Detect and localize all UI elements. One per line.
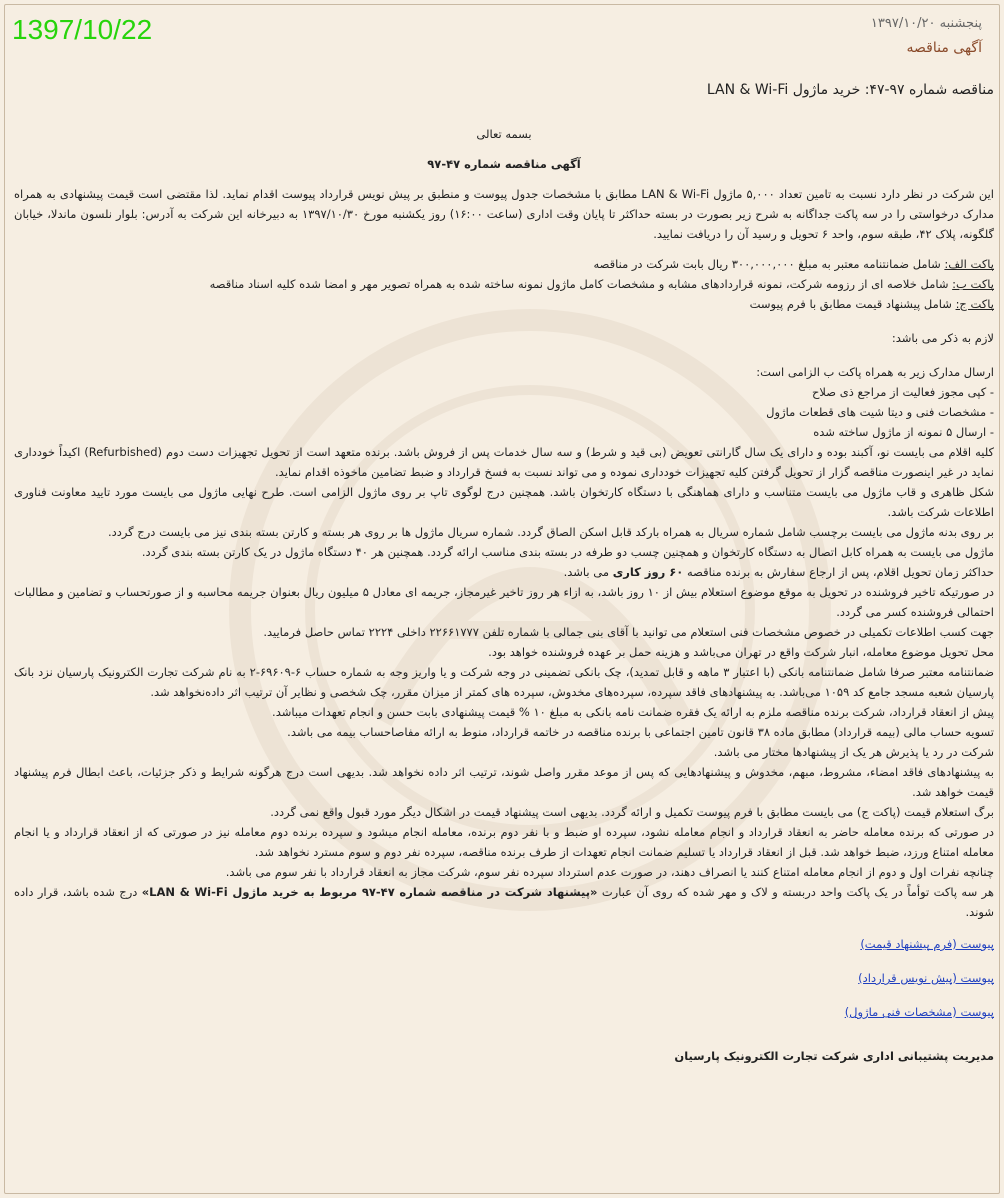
condition-paragraph: شکل ظاهری و قاب ماژول می بایست متناسب و دارای هماهنگی با دستگاه کارتخوان باشد. همچنین درج لوگوی تاپ بر روی ماژول الزامی است. طرح نهایی ماژول می بایست مورد تایید معاونت فناوری اطلاعات شرکت باشد. — [14, 485, 994, 519]
packet-label: پاکت ب: — [952, 277, 994, 291]
tender-subtitle: آگهی مناقصه شماره ۴۷-۹۷ — [427, 157, 581, 171]
final-text: هر سه پاکت توأماً در یک پاکت واحد دربسته و لاک و مهر شده که روی آن عبارت — [597, 885, 994, 899]
delivery-paragraph — [14, 562, 994, 582]
packet-item — [14, 274, 994, 294]
header — [871, 14, 982, 56]
condition-paragraph: در صورتیکه تاخیر فروشنده در تحویل به موقع موضوع استعلام بیش از ۱۰ روز باشد، به ازاء هر روز تاخیر غیرمجاز، جریمه ای معادل ۵ میلیون ریال بعنوان جریمه محاسبه و از صورتحساب و تضامین و مطالبات احتمالی فروشنده کسر می گردد. — [14, 585, 994, 619]
signature: مدیریت پشتیبانی اداری شرکت تجارت الکترونیک پارسیان — [674, 1049, 994, 1063]
condition-paragraph: در صورتی که برنده معامله حاضر به انعقاد قرارداد و انجام معامله نشود، سپرده او ضبط و با نفر دوم برنده، معامله انجام میشود و سپرده برنده دوم معامله نیز در صورتی که از انعقاد قرارداد و یا انجام معامله امتناع ورزد، ضبط خواهد شد. قبل از انعقاد قرارداد یا تسلیم ضمانت انجام تعهدات از طرف برنده مناقصه، سپرده نفر دوم و سوم مسترد نخواهد شد. — [14, 825, 994, 859]
condition-paragraph: ضمانتنامه معتبر صرفا شامل ضمانتنامه بانکی (با اعتبار ۳ ماهه و قابل تمدید)، چک بانکی تضمینی در وجه شرکت و یا واریز وجه به شماره حساب ۶-۶۹۶۰۹-۲ به نام شرکت تجارت الکترونیک پارسیان نزد بانک پارسیان شعبه مسجد جامع کد ۱۰۵۹ می‌باشد. به پیشنهادهای فاقد سپرده، سپرده‌های مخدوش، سپرده های کمتر از میزان مقرر، چک شخصی و نظایر آن ترتیب اثر داده‌نخواهد شد. — [14, 665, 994, 699]
post-date: پنجشنبه ۱۳۹۷/۱۰/۲۰ — [870, 16, 982, 31]
condition-paragraph: ماژول می بایست به همراه کابل اتصال به دستگاه کارتخوان و همچنین چسب دو طرفه در بسته بندی مناسب ارائه گردد. همچنین هر ۴۰ دستگاه ماژول در یک کارتن بسته بندی گردد. — [141, 545, 994, 559]
docs-heading: ارسال مدارک زیر به همراه پاکت ب الزامی است: — [756, 365, 994, 379]
category-label: آگهی مناقصه — [906, 40, 982, 56]
condition-paragraph: چنانچه نفرات اول و دوم از انجام معامله امتناع کنند یا انصراف دهند، در صورت عدم استرداد سپرده نفر سوم، شرکت مجاز به انعقاد قرارداد با نفر سوم می باشد. — [225, 865, 994, 879]
condition-paragraph: به پیشنهادهای فاقد امضاء، مشروط، مبهم، مخدوش و پیشنهادهایی که پس از موعد مقرر واصل شوند، ترتیب اثر داده نخواهد شد. بدیهی است درج هرگونه شرایط و ذکر جزئیات، باعث ابطال فرم پیشنهاد قیمت خواهد شد. — [14, 765, 994, 799]
final-paragraph — [14, 882, 994, 922]
packet-item — [14, 254, 994, 274]
condition-paragraph: برگ استعلام قیمت (پاکت ج) می بایست مطابق با فرم پیوست تکمیل و ارائه گردد. بدیهی است پیشنهاد قیمت در اشکال دیگر مورد قبول واقع نمی گردد. — [270, 805, 994, 819]
condition-paragraph: پیش از انعقاد قرارداد، شرکت برنده مناقصه ملزم به ارائه یک فقره ضمانت نامه بانکی به مبلغ ۱۰ % قیمت پیشنهادی بابت حسن و انجام تعهدات میباشد. — [272, 705, 994, 719]
packet-item — [14, 294, 994, 314]
doc-item: - مشخصات فنی و دیتا شیت های قطعات ماژول — [766, 405, 994, 419]
condition-paragraph: بر روی بدنه ماژول می بایست برچسب شامل شماره سریال به همراه بارکد قابل اسکن الصاق گردد. شماره سریال ماژول ها بر روی هر بسته و کارتن بسته بندی نیز می بایست درج گردد. — [107, 525, 994, 539]
delivery-duration: ۶۰ روز کاری — [612, 565, 684, 579]
packet-text: شامل خلاصه ای از رزومه شرکت، نمونه قراردادهای مشابه و مشخصات کامل ماژول نمونه ساخته شده به همراه تصویر مهر و امضا شده کلیه اسناد مناقصه — [209, 277, 953, 291]
packet-text: شامل پیشنهاد قیمت مطابق با فرم پیوست — [749, 297, 956, 311]
attachment-tech-specs-link[interactable]: پیوست (مشخصات فنی ماژول) — [844, 1005, 994, 1019]
intro-paragraph: این شرکت در نظر دارد نسبت به تامین تعداد ۵,۰۰۰ ماژول LAN & Wi-Fi مطابق با مشخصات جدول پیوست و منطبق بر پیش نویس قرارداد پیوست اقدام نماید. لذا مقتضی است قیمت پیشنهادی به همراه مدارک درخواستی را در سه پاکت جداگانه به شرح زیر بصورت در بسته حداکثر تا پایان وقت اداری (ساعت ۱۶:۰۰) روز یکشنبه مورخ ۱۳۹۷/۱۰/۳۰ به دبیرخانه این شرکت به آدرس: بلوار نلسون ماندلا، خیابان گلگونه، پلاک ۴۲، طبقه سوم، واحد ۶ تحویل و رسید آن را دریافت نمایید. — [14, 187, 994, 241]
packets-list — [14, 254, 994, 314]
packet-text: شامل ضمانتنامه معتبر به مبلغ ۳۰۰,۰۰۰,۰۰۰ ریال بابت شرکت در مناقصه — [593, 257, 945, 271]
stamp-date: 1397/10/22 — [12, 14, 153, 45]
delivery-text-end: می باشد. — [563, 565, 613, 579]
condition-paragraph: شرکت در رد یا پذیرش هر یک از پیشنهادها مختار می باشد. — [713, 745, 994, 759]
tender-title: مناقصه شماره ۹۷-۴۷: خرید ماژول LAN & Wi-Fi — [706, 82, 994, 98]
final-text-end: درج شده باشد، قرار داده شوند. — [14, 885, 994, 919]
doc-item: - ارسال ۵ نمونه از ماژول ساخته شده — [813, 425, 994, 439]
doc-item: - کپی مجوز فعالیت از مراجع ذی صلاح — [811, 385, 994, 399]
condition-paragraph: تسویه حساب مالی (بیمه قرارداد) مطابق ماده ۳۸ قانون تامین اجتماعی با برنده مناقصه در خاتمه قرارداد، منوط به ارائه مفاصاحساب بیمه می باشد. — [287, 725, 994, 739]
attachment-price-form-link[interactable]: پیوست (فرم پیشنهاد قیمت) — [860, 937, 994, 951]
packet-label: پاکت ج: — [955, 297, 994, 311]
basmala: بسمه تعالی — [476, 127, 532, 141]
tender-content — [14, 80, 994, 1066]
condition-paragraph: کلیه اقلام می بایست نو، آکبند بوده و دارای یک سال گارانتی تعویض (بی قید و شرط) و سه سال خدمات پس از فروش باشد. برنده متعهد است از تحویل تجهیزات دست دوم (Refurbished) اکیداً خودداری نماید در غیر اینصورت مناقصه گزار از تحویل گرفتن کلیه تجهیزات خودداری نموده و می تواند نسبت به فسخ قرارداد و ضبط تضامین ماخوذه اقدام نماید. — [14, 445, 994, 479]
attachment-contract-draft-link[interactable]: پیوست (پیش نویس قرارداد) — [858, 971, 994, 985]
envelope-phrase: «پیشنهاد شرکت در مناقصه شماره ۴۷-۹۷ مربوط به خرید ماژول LAN & Wi-Fi» — [141, 885, 598, 899]
delivery-text: حداکثر زمان تحویل اقلام، پس از ارجاع سفارش به برنده مناقصه — [683, 565, 994, 579]
note-heading: لازم به ذکر می باشد: — [891, 331, 994, 345]
condition-paragraph: محل تحویل موضوع معامله، انبار شرکت واقع در تهران می‌باشد و هزینه حمل بر عهده فروشنده خواهد بود. — [488, 645, 994, 659]
packet-label: پاکت الف: — [944, 257, 994, 271]
condition-paragraph: جهت کسب اطلاعات تکمیلی در خصوص مشخصات فنی استعلام می توانید با آقای بنی جمالی با شماره تلفن ۲۲۶۶۱۷۷۷ داخلی ۲۲۲۴ تماس حاصل فرمایید. — [263, 625, 994, 639]
